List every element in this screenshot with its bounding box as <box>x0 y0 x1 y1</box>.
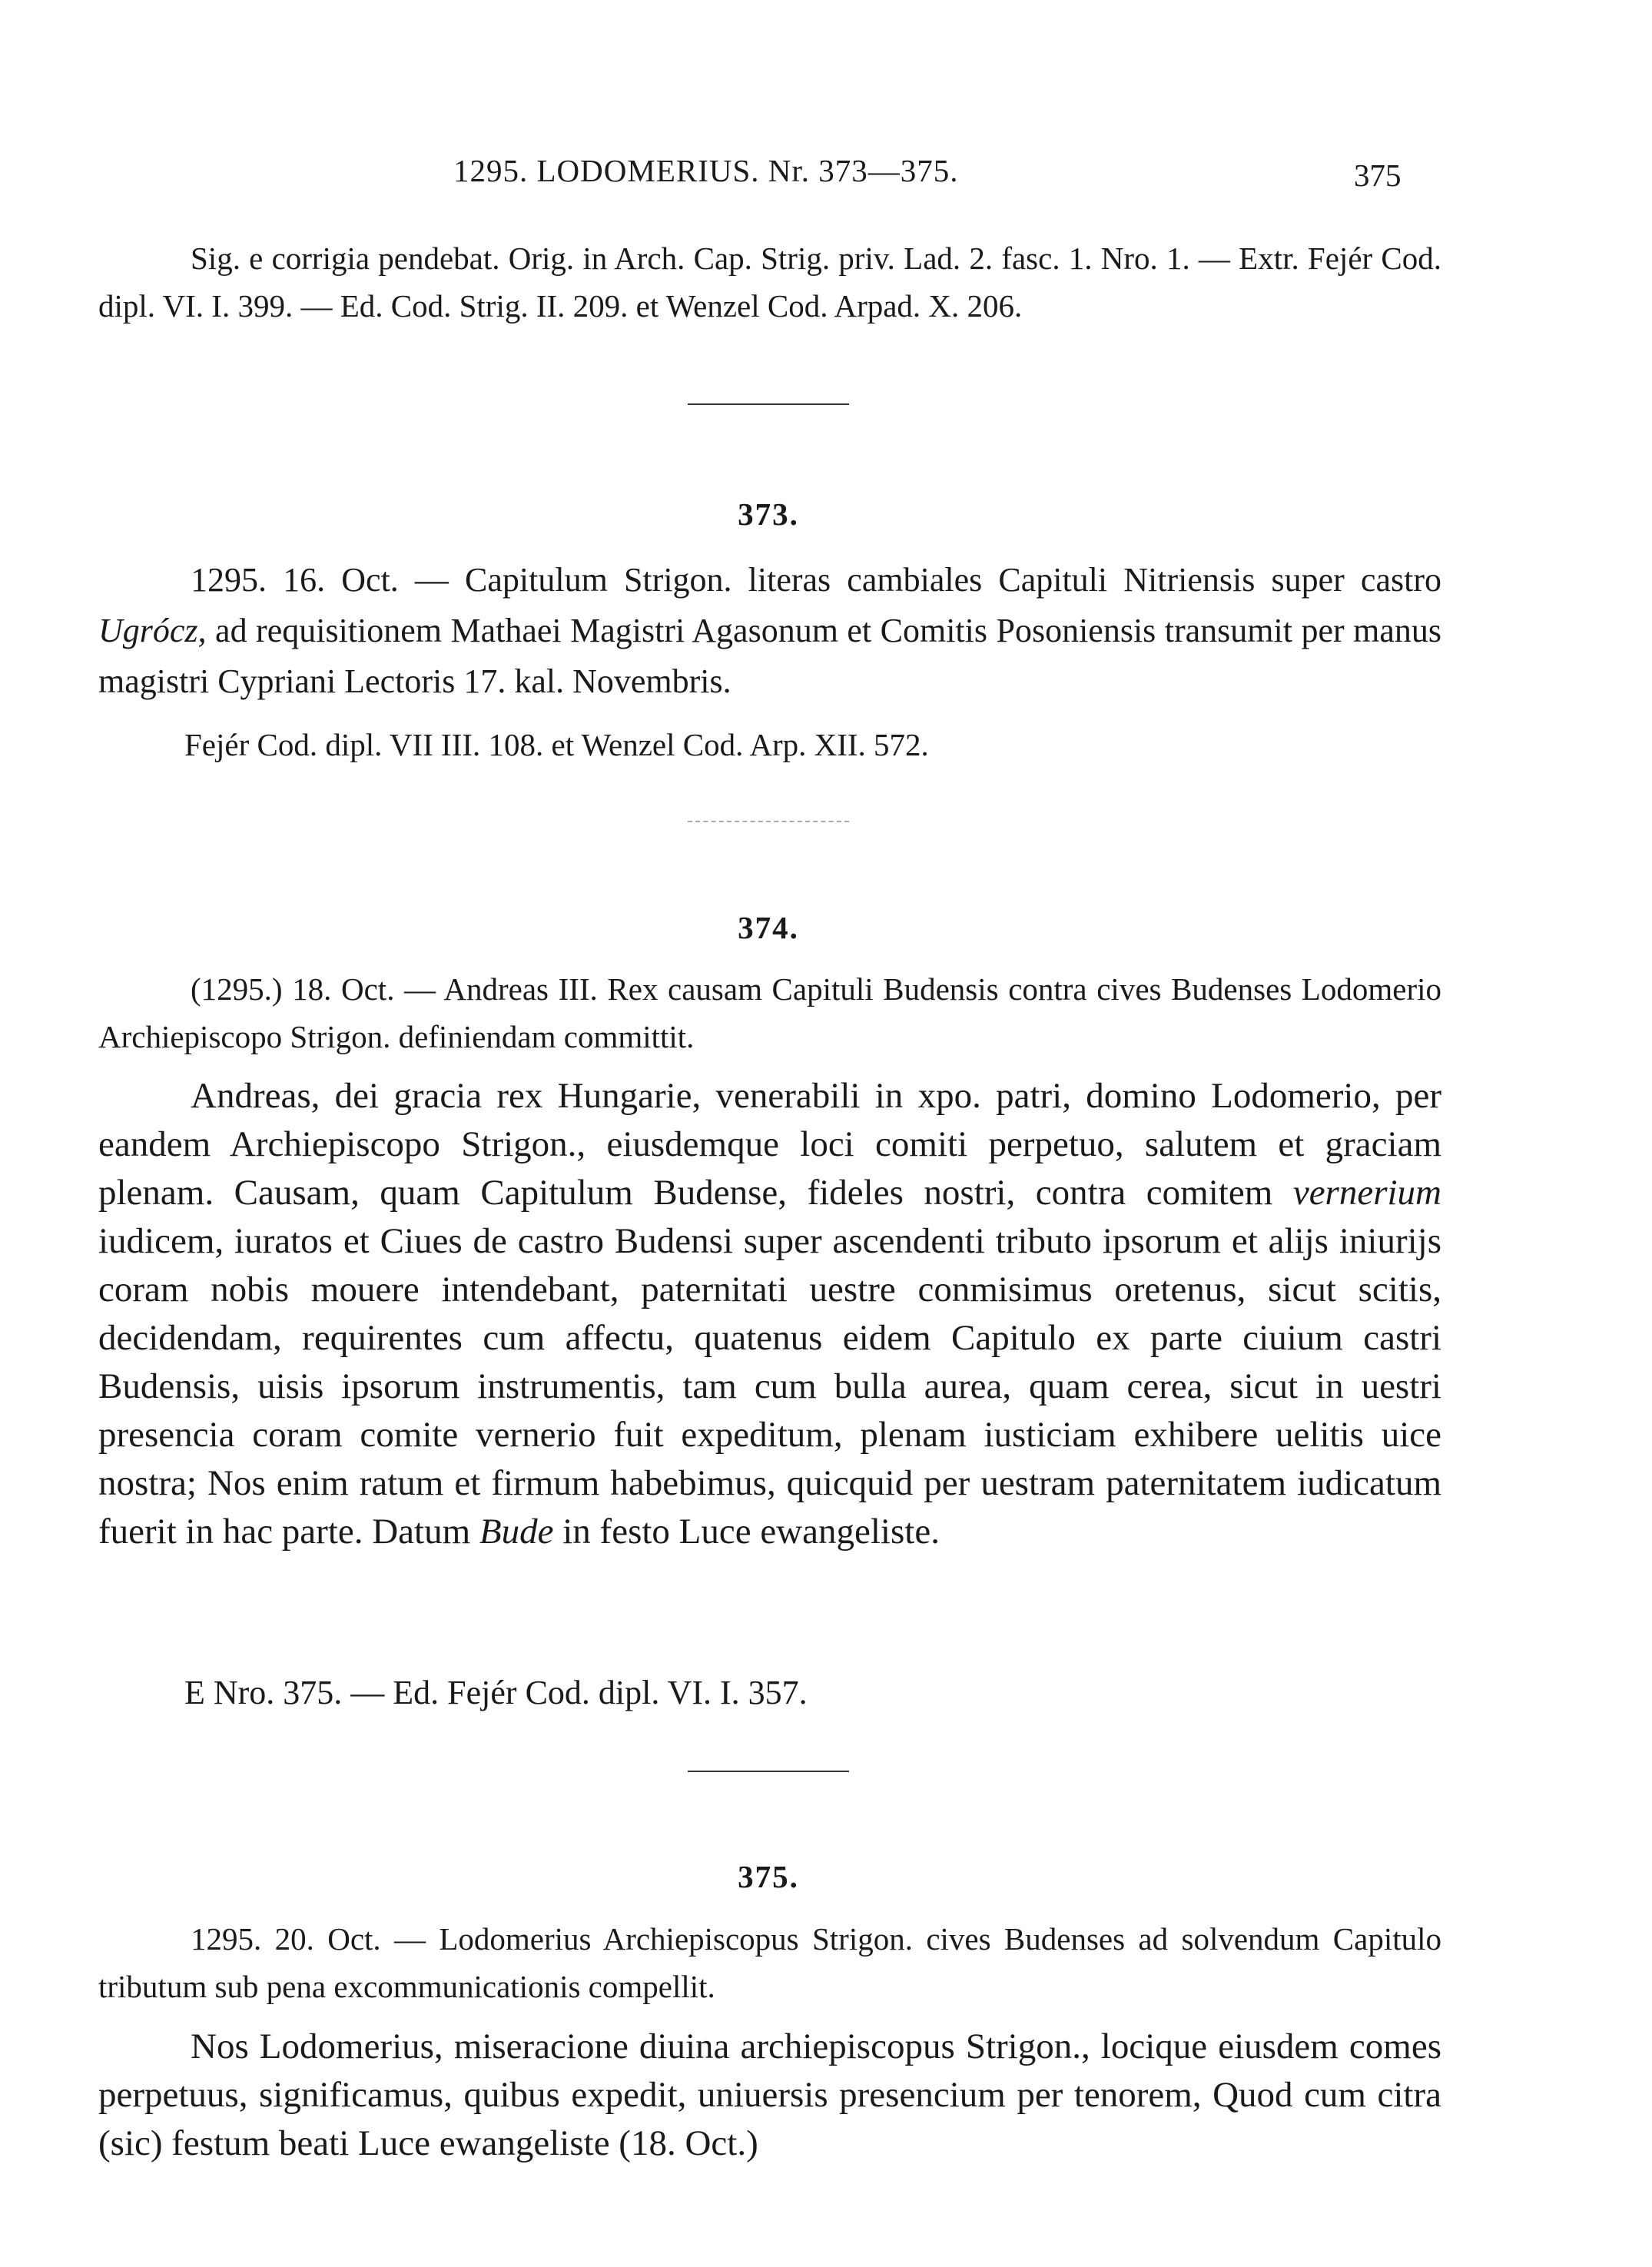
doc-373-number: 373. <box>738 496 799 532</box>
doc-375-number: 375. <box>738 1859 799 1894</box>
doc-374-body-part3: in festo Luce ewangeliste. <box>553 1512 940 1552</box>
doc-373-summary-before: 1295. 16. Oct. — Capitulum Strigon. literas cambiales Capituli Nitriensis super castro <box>191 561 1441 599</box>
page-number: 375 <box>1354 158 1402 193</box>
doc-374-summary: (1295.) 18. Oct. — Andreas III. Rex causam Capituli Budensis contra cives Budenses Lodomerio Archiepiscopo Strigon. definiendam committit. <box>98 971 1441 1054</box>
doc-373-summary-after: ad requisitionem Mathaei Magistri Agasonum et Comitis Posoniensis transumit per manus magistri Cypriani Lectoris 17. kal. Novembris. <box>98 612 1441 700</box>
doc-375-body: Nos Lodomerius, miseracione diuina archiepiscopus Strigon., locique eiusdem comes perpetuus, significamus, quibus expedit, uniuersis presencium per tenorem, Quod cum citra (sic) festum beati Luce ewangeliste (18. Oct.) <box>98 2026 1441 2163</box>
doc-374-body-part1: Andreas, dei gracia rex Hungarie, venerabili in xpo. patri, domino Lodomerio, per eandem Archiepiscopo Strigon., eiusdemque loci comiti perpetuo, salutem et graciam plenam. Causam, quam Capitulum Budense, fideles nostri, contra comitem <box>98 1076 1441 1213</box>
separator-rule <box>688 403 849 405</box>
doc-374-name: vernerium <box>1292 1173 1441 1213</box>
separator-rule <box>688 1771 849 1772</box>
doc-374-reference: E Nro. 375. — Ed. Fejér Cod. dipl. VI. I. 357. <box>184 1674 808 1711</box>
preamble-note <box>98 234 1441 330</box>
doc-374-place: Bude <box>479 1512 554 1552</box>
preamble-text: Sig. e corrigia pendebat. Orig. in Arch. Cap. Strig. priv. Lad. 2. fasc. 1. Nro. 1. — Extr. Fejér Cod. dipl. VI. I. 399. — Ed. Cod. Strig. II. 209. et Wenzel Cod. Arpad. X. 206. <box>98 241 1441 324</box>
separator-rule <box>688 821 849 822</box>
doc-374-number: 374. <box>738 910 799 945</box>
running-head: 1295. LODOMERIUS. Nr. 373—375. <box>453 153 959 188</box>
doc-374-body-part2: iudicem, iuratos et Ciues de castro Budensi super ascendenti tributo ipsorum et alijs iniurijs coram nobis mouere intendebant, paternitati uestre conmisimus oretenus, sicut scitis, decidendam, requirentes cum affectu, quatenus eidem Capitulo ex parte ciuium castri Budensis, uisis ipsorum instrumentis, tam cum bulla aurea, quam cerea, sicut in uestri presencia coram comite vernerio fuit expeditum, plenam iusticiam exhibere uelitis uice nostra; Nos enim ratum et firmum habebimus, quicquid per uestram paternitatem iudicatum fuerit in hac parte. Datum <box>98 1221 1441 1552</box>
doc-375-summary: 1295. 20. Oct. — Lodomerius Archiepiscopus Strigon. cives Budenses ad solvendum Capitulo tributum sub pena excommunicationis compellit. <box>98 1921 1441 2004</box>
doc-374-body <box>98 1072 1441 1556</box>
doc-373-place: Ugrócz, <box>98 612 207 649</box>
doc-373-reference: Fejér Cod. dipl. VII III. 108. et Wenzel Cod. Arp. XII. 572. <box>184 727 929 762</box>
doc-373-summary <box>98 555 1441 707</box>
